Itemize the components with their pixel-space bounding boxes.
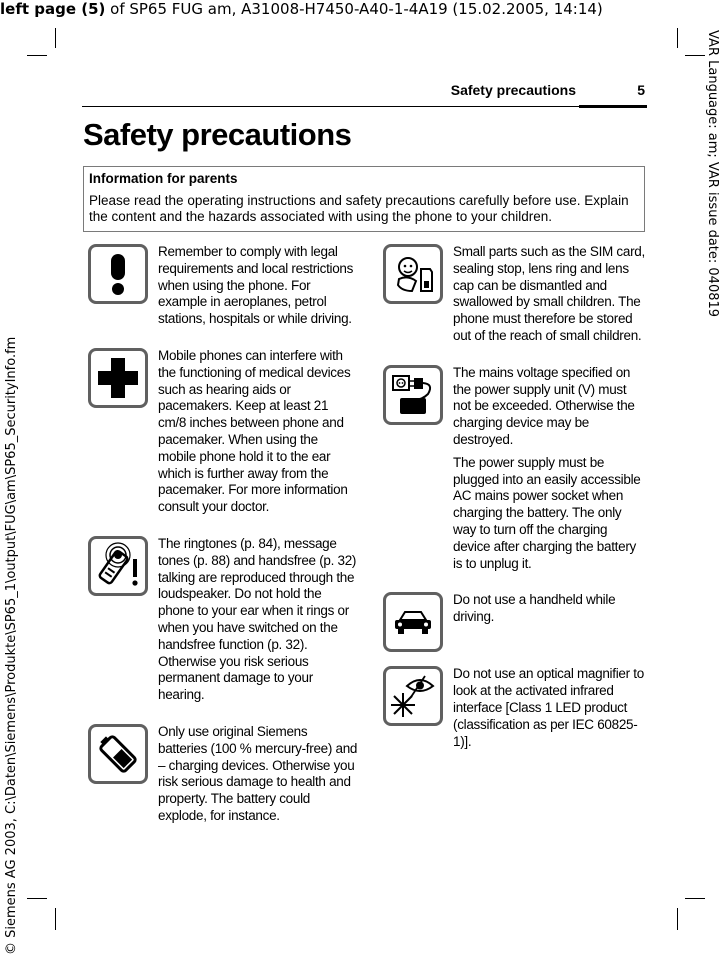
crop-mark [27, 55, 47, 56]
car-icon [383, 592, 443, 652]
item-text: Remember to comply with legal requirements and local restrictions when using the phone. For example in aeroplanes, petrol stations, hospitals or while driving. [158, 244, 354, 327]
side-note-left [0, 336, 22, 955]
right-column [383, 244, 645, 770]
language-issue-note: VAR Language: am; VAR issue date: 040819 [705, 30, 720, 318]
item-text: Small parts such as the SIM card, sealing stop, lens ring and lens cap can be dismantled and swallowed by small children. The phone must therefore be stored out of the reach of small children. [453, 244, 645, 343]
safety-item [88, 348, 358, 522]
running-head-tab [579, 105, 647, 108]
item-text: The power supply must be plugged into an easily accessible AC mains power socket when charging the battery. The only way to turn off the charging device after charging the battery is to unplug it. [453, 454, 641, 571]
loudspeaker-warning-icon [88, 536, 148, 596]
parents-info-box [83, 166, 645, 232]
print-header [0, 0, 640, 18]
medical-cross-icon [88, 348, 148, 408]
exclamation-icon [88, 244, 148, 304]
infrared-eye-icon [383, 666, 443, 726]
page-number: 5 [637, 82, 645, 98]
safety-item [88, 724, 358, 831]
crop-mark [677, 28, 678, 48]
safety-item [383, 666, 645, 756]
safety-item [88, 536, 358, 710]
running-head-title: Safety precautions [450, 82, 576, 98]
item-text: The mains voltage specified on the power supply unit (V) must not be exceeded. Otherwise the charging device may be destroyed. [453, 364, 635, 447]
crop-mark [27, 898, 47, 899]
crop-mark [677, 908, 678, 930]
file-path-note: © Siemens AG 2003, C:\Daten\Siemens\Produkte\SP65_1\output\FUG\am\SP65_SecurityInfo.fm [4, 336, 19, 955]
crop-mark [55, 908, 56, 930]
item-text: The ringtones (p. 84), message tones (p. 88) and handsfree (p. 32) talking are reproduced through the loudspeaker. Do not hold the phone to your ear when it rings or when you have switched on the handsfree function (p. 32). Otherwise you risk serious permanent damage to your hearing. [158, 535, 357, 703]
item-text: Do not use a handheld while driving. [453, 592, 616, 625]
crop-mark [685, 55, 705, 56]
safety-item [383, 365, 645, 579]
running-head [82, 82, 647, 107]
child-small-parts-icon [383, 244, 443, 304]
left-column [88, 244, 358, 845]
crop-mark [685, 898, 705, 899]
item-text: Do not use an optical magnifier to look at the activated infrared interface [Class 1 LED product (classification as per IEC 60825-1)]. [453, 666, 644, 749]
battery-icon [88, 724, 148, 784]
print-header-info: of SP65 FUG am, A31008-H7450-A40-1-4A19 (15.02.2005, 14:14) [105, 0, 603, 18]
page-title: Safety precautions [83, 117, 352, 152]
safety-item [383, 244, 645, 351]
safety-item [88, 244, 358, 334]
print-header-page: left page (5) [0, 0, 106, 18]
item-text: Only use original Siemens batteries (100 % mercury-free) and – charging devices. Otherwise you risk serious damage to health and property. The battery could explode, for instance. [158, 723, 358, 823]
power-supply-icon [383, 365, 443, 425]
item-text: Mobile phones can interfere with the functioning of medical devices such as hearing aids or pacemakers. Keep at least 21 cm/8 inches between phone and pacemaker. When using the mobile phone hold it to the ear which is further away from the pacemaker. For more information consult your doctor. [158, 347, 351, 515]
safety-item [383, 592, 645, 652]
side-note-right [700, 30, 722, 590]
info-box-title: Information for parents [89, 171, 238, 186]
crop-mark [55, 28, 56, 48]
info-box-text: Please read the operating instructions and safety precautions carefully before use. Explain the content and the hazards associated with using the phone to your children. [89, 193, 629, 224]
